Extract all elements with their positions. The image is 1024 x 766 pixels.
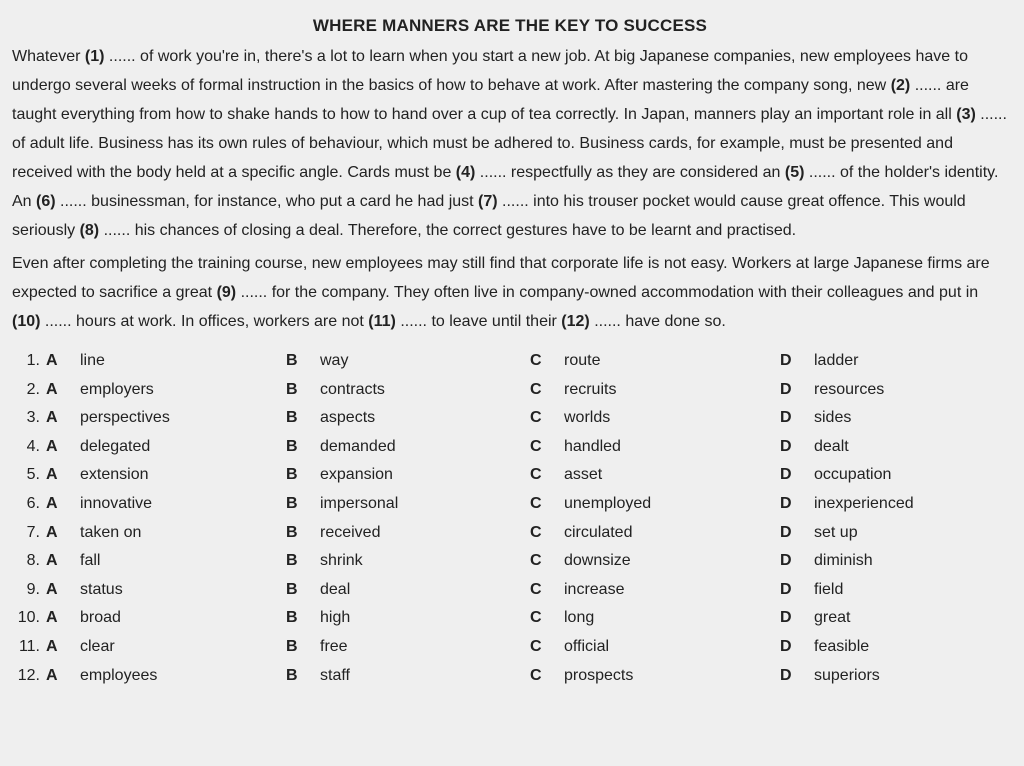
option-letter-a: A <box>46 666 58 684</box>
question-row <box>12 548 1008 577</box>
option-letter-d: D <box>780 666 792 684</box>
option-a: extension <box>80 466 149 484</box>
option-d: set up <box>814 523 858 541</box>
option-letter-d: D <box>780 380 792 398</box>
option-letter-a: A <box>46 409 58 427</box>
option-letter-c: C <box>530 637 542 655</box>
option-d: dealt <box>814 437 849 455</box>
option-c: official <box>564 637 610 655</box>
option-letter-d: D <box>780 494 792 512</box>
option-letter-a: A <box>46 580 58 598</box>
page-title: WHERE MANNERS ARE THE KEY TO SUCCESS <box>312 16 708 35</box>
question-row <box>12 663 1008 692</box>
option-b: received <box>320 523 381 541</box>
option-b: demanded <box>320 437 396 455</box>
option-d: field <box>814 580 844 598</box>
option-letter-c: C <box>530 409 542 427</box>
option-letter-b: B <box>286 380 298 398</box>
option-letter-b: B <box>286 580 298 598</box>
option-letter-b: B <box>286 352 298 369</box>
option-b: free <box>320 637 348 655</box>
passage-text: ...... of work you're in, there's a lot to learn when you start a new job. At big Japanese companies, new employees have to undergo several weeks of formal instruction in the basics of how to behave at work. After mastering the company song, new <box>12 48 968 94</box>
option-b: contracts <box>320 380 385 398</box>
option-letter-a: A <box>46 352 58 369</box>
question-number: 10. <box>17 609 40 627</box>
option-c: handled <box>564 437 621 455</box>
option-b: high <box>320 609 351 627</box>
question-row <box>12 377 1008 406</box>
gap-number: (5) <box>784 164 805 181</box>
option-letter-a: A <box>46 437 58 455</box>
option-letter-d: D <box>780 437 792 455</box>
option-letter-c: C <box>530 580 542 598</box>
question-number: 5. <box>26 466 40 484</box>
passage-text: ...... for the company. They often live in company-owned accommodation with their colleagues and put in <box>236 284 979 301</box>
gap-number: (2) <box>890 77 911 94</box>
option-c: increase <box>564 580 625 598</box>
question-row <box>12 348 1008 377</box>
option-a: delegated <box>80 437 151 455</box>
option-letter-d: D <box>780 523 792 541</box>
option-letter-d: D <box>780 580 792 598</box>
passage <box>12 42 1008 336</box>
question-row <box>12 577 1008 606</box>
option-letter-c: C <box>530 523 542 541</box>
gap-number: (10) <box>12 313 41 330</box>
gap-number: (11) <box>368 313 396 330</box>
option-c: route <box>564 352 601 369</box>
option-b: deal <box>320 580 351 598</box>
option-d: feasible <box>814 637 870 655</box>
option-letter-b: B <box>286 637 298 655</box>
option-b: impersonal <box>320 494 399 512</box>
option-c: long <box>564 609 595 627</box>
question-number: 6. <box>26 494 40 512</box>
passage-text: ...... of adult life. Business has its own rules of behaviour, which must be adhered to. Business cards, for example, must be presented and received with the body held at a specific angle. Cards must be <box>12 106 1007 181</box>
question-row <box>12 520 1008 549</box>
option-d: inexperienced <box>814 494 914 512</box>
option-a: status <box>80 580 123 598</box>
gap-number: (1) <box>84 48 105 65</box>
question-row <box>12 434 1008 463</box>
option-letter-b: B <box>286 494 298 512</box>
option-letter-a: A <box>46 523 58 541</box>
question-number: 2. <box>26 380 40 398</box>
question-number: 9. <box>26 580 40 598</box>
question-number: 3. <box>26 409 40 427</box>
passage-text: Whatever <box>12 48 85 65</box>
option-letter-a: A <box>46 552 58 570</box>
option-b: expansion <box>320 466 393 484</box>
answer-options <box>12 348 1008 691</box>
option-letter-c: C <box>530 437 542 455</box>
option-c: worlds <box>564 409 611 427</box>
passage-text: ...... respectfully as they are considered an <box>475 164 785 181</box>
option-letter-c: C <box>530 352 542 369</box>
question-number: 12. <box>17 666 40 684</box>
question-number: 7. <box>26 523 40 541</box>
option-a: clear <box>80 637 115 655</box>
option-letter-a: A <box>46 380 58 398</box>
option-d: ladder <box>814 352 859 369</box>
passage-text: Even after completing the training course, new employees may still find that corporate life is not easy. Workers at large Japanese firms are expected to sacrifice a great <box>12 255 990 301</box>
gap-number: (12) <box>561 313 590 330</box>
option-b: way <box>320 352 349 369</box>
passage-text: ...... of the holder's identity. An <box>12 164 999 210</box>
option-letter-b: B <box>286 523 298 541</box>
option-a: employees <box>80 666 158 684</box>
option-a: innovative <box>80 494 153 512</box>
option-letter-a: A <box>46 637 58 655</box>
option-letter-a: A <box>46 609 58 627</box>
option-letter-c: C <box>530 552 542 570</box>
option-letter-b: B <box>286 466 298 484</box>
option-letter-d: D <box>780 466 792 484</box>
question-number: 11. <box>18 637 40 655</box>
option-a: line <box>80 352 105 369</box>
question-row <box>12 634 1008 663</box>
option-letter-c: C <box>530 609 542 627</box>
option-a: fall <box>80 552 101 570</box>
option-a: employers <box>80 380 154 398</box>
passage-paragraph <box>12 249 1008 336</box>
passage-text: ...... businessman, for instance, who put a card he had just <box>55 193 479 210</box>
option-d: superiors <box>814 666 880 684</box>
option-letter-c: C <box>530 380 542 398</box>
option-letter-c: C <box>530 666 542 684</box>
option-letter-d: D <box>780 609 792 627</box>
question-row <box>12 605 1008 634</box>
option-d: occupation <box>814 466 892 484</box>
option-c: unemployed <box>564 494 652 512</box>
passage-paragraph <box>12 42 1008 245</box>
option-a: broad <box>80 609 121 627</box>
option-d: diminish <box>814 552 873 570</box>
option-letter-a: A <box>46 466 58 484</box>
passage-text: ...... are taught everything from how to shake hands to how to hand over a cup of tea correctly. In Japan, manners play an important role in all <box>12 77 969 123</box>
option-b: staff <box>320 666 350 684</box>
option-letter-b: B <box>286 552 298 570</box>
option-c: recruits <box>564 380 617 398</box>
passage-text: ...... hours at work. In offices, workers are not <box>40 313 369 330</box>
option-c: downsize <box>564 552 631 570</box>
question-number: 4. <box>26 437 40 455</box>
option-c: asset <box>564 466 603 484</box>
question-row <box>12 462 1008 491</box>
question-row <box>12 491 1008 520</box>
option-letter-d: D <box>780 552 792 570</box>
question-row <box>12 405 1008 434</box>
gap-number: (7) <box>478 193 498 210</box>
option-b: shrink <box>320 552 363 570</box>
option-b: aspects <box>320 409 376 427</box>
option-letter-b: B <box>286 609 298 627</box>
option-letter-b: B <box>286 409 298 427</box>
option-letter-b: B <box>286 437 298 455</box>
option-letter-d: D <box>780 352 792 369</box>
question-number: 1. <box>26 352 40 369</box>
option-letter-d: D <box>780 637 792 655</box>
option-d: resources <box>814 380 885 398</box>
option-letter-d: D <box>780 409 792 427</box>
option-d: sides <box>814 409 852 427</box>
gap-number: (3) <box>956 106 976 123</box>
gap-number: (9) <box>216 284 237 301</box>
option-letter-a: A <box>46 494 58 512</box>
option-c: prospects <box>564 666 634 684</box>
option-d: great <box>814 609 851 627</box>
passage-text: ...... to leave until their <box>395 313 562 330</box>
passage-text: ...... have done so. <box>589 313 726 330</box>
gap-number: (4) <box>455 164 476 181</box>
passage-text: ...... his chances of closing a deal. Therefore, the correct gestures have to be learnt and practised. <box>99 222 797 239</box>
question-number: 8. <box>26 552 40 570</box>
option-letter-c: C <box>530 466 542 484</box>
gap-number: (6) <box>36 193 56 210</box>
option-c: circulated <box>564 523 633 541</box>
option-a: perspectives <box>80 409 170 427</box>
passage-text: ...... into his trouser pocket would cause great offence. This would seriously <box>12 193 966 239</box>
gap-number: (8) <box>79 222 100 239</box>
option-letter-b: B <box>286 666 298 684</box>
option-letter-c: C <box>530 494 542 512</box>
option-a: taken on <box>80 523 142 541</box>
